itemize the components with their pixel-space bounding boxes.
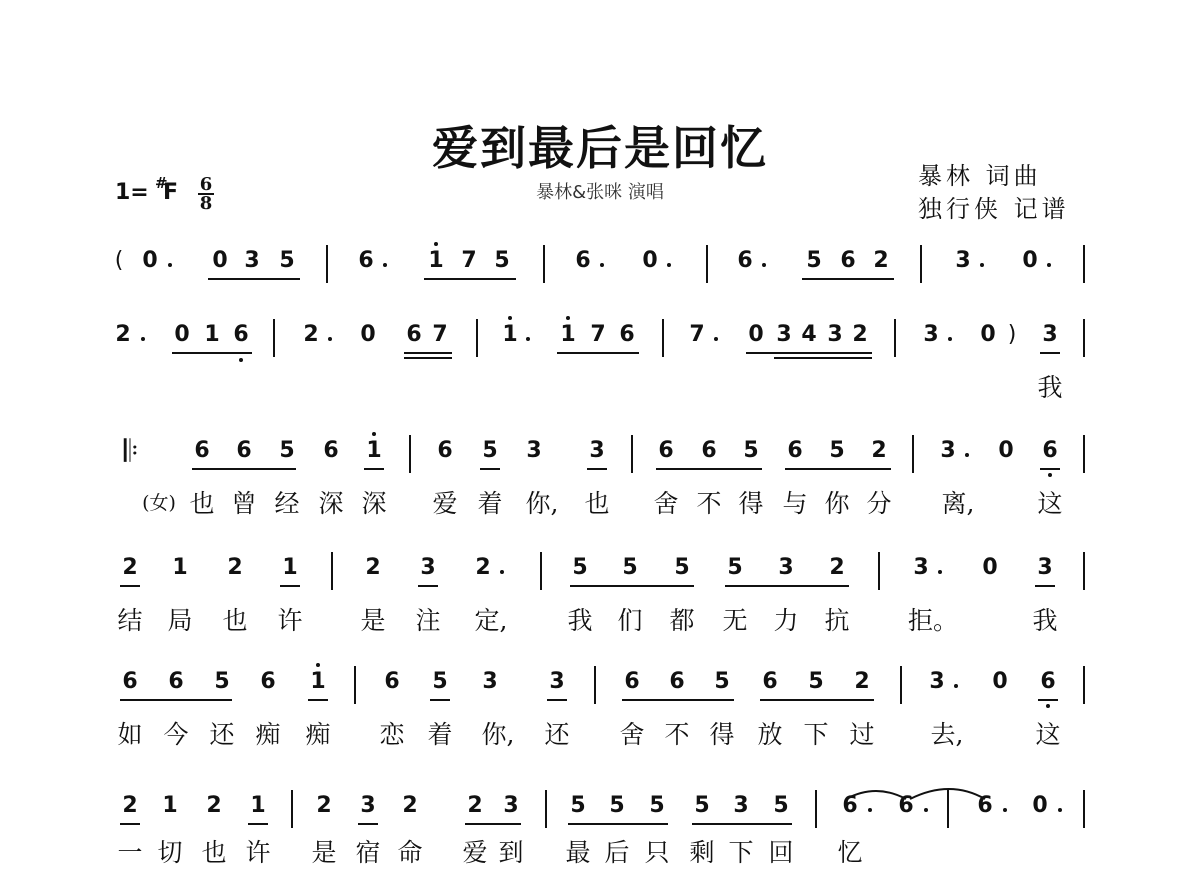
note: 2: [122, 555, 138, 580]
note: 5: [482, 438, 498, 463]
note: 0: [1032, 793, 1048, 818]
note: 1: [502, 322, 518, 347]
lyric-syllable: 到: [498, 838, 524, 867]
lyric-syllable: 都: [669, 606, 695, 635]
lyric-syllable: 我: [567, 606, 593, 635]
lyric-syllable: 许: [277, 606, 303, 635]
underline: [404, 352, 452, 354]
lyric-syllable: 今: [163, 720, 189, 749]
key-prefix: 1=: [115, 180, 149, 205]
lyric-syllable: 不: [664, 720, 690, 749]
underline: [208, 278, 300, 280]
lyric-syllable: 最: [565, 838, 591, 867]
underline: [725, 585, 849, 587]
note: 5: [694, 793, 710, 818]
barline: [912, 435, 914, 473]
underline: [692, 823, 792, 825]
underline: [430, 699, 450, 701]
underline: [465, 823, 521, 825]
lyric-syllable: 舍: [619, 720, 645, 749]
note: 3: [244, 248, 260, 273]
underline: [802, 278, 894, 280]
lyric-syllable: 抗: [824, 606, 850, 635]
lyric-syllable: 也: [222, 606, 248, 635]
lyric-syllable: 是: [311, 838, 337, 867]
note: 6: [384, 669, 400, 694]
note: 0: [360, 322, 376, 347]
note: 3: [360, 793, 376, 818]
augmentation-dot: [526, 337, 530, 341]
barline: [706, 245, 708, 283]
note: 5: [806, 248, 822, 273]
lyric-syllable: 爱: [462, 838, 488, 867]
lyric-syllable: 你,: [481, 720, 515, 749]
augmentation-dot: [948, 337, 952, 341]
underline: [192, 468, 296, 470]
barline: [476, 319, 478, 357]
note: 5: [494, 248, 510, 273]
barline: [543, 245, 545, 283]
note: 6: [323, 438, 339, 463]
note: 6: [1042, 438, 1058, 463]
note: 3: [526, 438, 542, 463]
note: 7: [590, 322, 606, 347]
lyric-syllable: 这: [1037, 489, 1063, 518]
low-octave-dot: [1048, 473, 1052, 477]
augmentation-dot: [1047, 263, 1051, 267]
augmentation-dot: [954, 684, 958, 688]
note: 6: [1040, 669, 1056, 694]
repeat-sign: 𝄆: [123, 434, 139, 469]
low-octave-dot: [1046, 704, 1050, 708]
lyric-syllable: 下: [728, 838, 754, 867]
lyric-syllable: 得: [738, 489, 764, 518]
underline: [760, 699, 874, 701]
lyric-syllable: 舍: [653, 489, 679, 518]
barline: [1083, 245, 1085, 283]
barline: [273, 319, 275, 357]
note: 5: [808, 669, 824, 694]
note: 2: [475, 555, 491, 580]
lyric-syllable: 们: [617, 606, 643, 635]
lyric-syllable: 拒。: [907, 606, 959, 635]
note: 6: [669, 669, 685, 694]
score-line-2: [0, 322, 1200, 412]
lyric-syllable: 局: [167, 606, 193, 635]
barline: [662, 319, 664, 357]
note: 2: [365, 555, 381, 580]
key-sharp: #: [155, 174, 168, 192]
underline: [248, 823, 268, 825]
note: 5: [714, 669, 730, 694]
note: 4: [801, 322, 817, 347]
note: 5: [674, 555, 690, 580]
lyric-syllable: 定,: [474, 606, 508, 635]
note: 5: [572, 555, 588, 580]
note: 2: [122, 793, 138, 818]
note: 5: [432, 669, 448, 694]
underline: [622, 699, 734, 701]
note: 5: [622, 555, 638, 580]
augmentation-dot: [938, 570, 942, 574]
underline: [424, 278, 516, 280]
note: 3: [420, 555, 436, 580]
note: 5: [649, 793, 665, 818]
credits: [918, 160, 1070, 226]
note: 3: [549, 669, 565, 694]
note: 5: [773, 793, 789, 818]
barline: [409, 435, 411, 473]
lyric-syllable: 结: [117, 606, 143, 635]
lyric-syllable: 分: [866, 489, 892, 518]
note: 1: [204, 322, 220, 347]
lyric-syllable: 深: [361, 489, 387, 518]
lyric-syllable: 切: [157, 838, 183, 867]
note: 2: [467, 793, 483, 818]
note: 6: [122, 669, 138, 694]
note: 6: [168, 669, 184, 694]
note: 3: [940, 438, 956, 463]
underline: [120, 585, 140, 587]
underline: [547, 699, 567, 701]
performer-credit: 暴林&张咪 演唱: [536, 182, 664, 203]
note: 7: [689, 322, 705, 347]
underline: [308, 699, 328, 701]
lyric-syllable: 注: [415, 606, 441, 635]
note: 2: [852, 322, 868, 347]
note: 1: [560, 322, 576, 347]
note: 7: [461, 248, 477, 273]
note: 2: [115, 322, 131, 347]
lyric-syllable: 离,: [941, 489, 975, 518]
note: 0: [998, 438, 1014, 463]
augmentation-dot: [600, 263, 604, 267]
lyrics-music-credit: 暴林 词曲: [918, 162, 1042, 190]
note: 1: [250, 793, 266, 818]
note: 3: [1042, 322, 1058, 347]
augmentation-dot: [762, 263, 766, 267]
note: 5: [279, 438, 295, 463]
underline: [364, 468, 384, 470]
underline: [172, 352, 252, 354]
note: 6: [842, 793, 858, 818]
note: 3: [955, 248, 971, 273]
note: 3: [827, 322, 843, 347]
augmentation-dot: [383, 263, 387, 267]
note: 6: [358, 248, 374, 273]
lyric-syllable: 还: [209, 720, 235, 749]
lyric-syllable: 着: [477, 489, 503, 518]
note: 3: [923, 322, 939, 347]
barline: [331, 552, 333, 590]
barline: [354, 666, 356, 704]
underline: [120, 823, 140, 825]
underline: [656, 468, 762, 470]
note: 6: [898, 793, 914, 818]
underline: [557, 352, 639, 354]
lyric-syllable: 回: [768, 838, 794, 867]
underline: [570, 585, 694, 587]
lyric-syllable: 着: [427, 720, 453, 749]
note: 1: [282, 555, 298, 580]
lyric-syllable: 也: [584, 489, 610, 518]
underline: [1038, 699, 1058, 701]
high-octave-dot: [372, 432, 376, 436]
note: 3: [589, 438, 605, 463]
barline: [326, 245, 328, 283]
barline: [878, 552, 880, 590]
underline: [280, 585, 300, 587]
barline: [1083, 666, 1085, 704]
note: 6: [575, 248, 591, 273]
note: 3: [776, 322, 792, 347]
note: 5: [570, 793, 586, 818]
underline: [404, 357, 452, 359]
lyric-syllable: 曾: [231, 489, 257, 518]
underline: [1040, 468, 1060, 470]
lyric-syllable: 得: [709, 720, 735, 749]
note: 2: [227, 555, 243, 580]
augmentation-dot: [714, 337, 718, 341]
lyric-syllable: 也: [201, 838, 227, 867]
lyric-syllable: 痴: [305, 720, 331, 749]
lyric-syllable: 下: [803, 720, 829, 749]
time-signature: [198, 176, 214, 212]
song-title: 爱到最后是回忆: [432, 121, 768, 175]
lyric-syllable: 你,: [525, 489, 559, 518]
note: 6: [787, 438, 803, 463]
lyric-syllable: 忆: [837, 838, 863, 867]
note: 5: [743, 438, 759, 463]
underline: [568, 823, 668, 825]
note: 1: [172, 555, 188, 580]
note: 2: [854, 669, 870, 694]
lyric-syllable: 还: [544, 720, 570, 749]
score-line-6: [0, 793, 1200, 867]
augmentation-dot: [141, 337, 145, 341]
lyric-syllable: 剩: [689, 838, 715, 867]
note: 6: [194, 438, 210, 463]
augmentation-dot: [980, 263, 984, 267]
high-octave-dot: [316, 663, 320, 667]
lyric-syllable: 如: [117, 720, 143, 749]
note: 5: [727, 555, 743, 580]
high-octave-dot: [508, 316, 512, 320]
barline: [920, 245, 922, 283]
lyric-syllable: 恋: [379, 720, 405, 749]
note: 3: [913, 555, 929, 580]
note: 5: [279, 248, 295, 273]
lyric-syllable: 放: [757, 720, 783, 749]
augmentation-dot: [965, 453, 969, 457]
barline: [1083, 319, 1085, 357]
note: 1: [310, 669, 326, 694]
note: 5: [214, 669, 230, 694]
barline: [1083, 435, 1085, 473]
high-octave-dot: [434, 242, 438, 246]
note: 5: [609, 793, 625, 818]
note: 0: [982, 555, 998, 580]
note: 2: [871, 438, 887, 463]
note: 2: [873, 248, 889, 273]
close-paren: ): [1007, 322, 1017, 347]
underline: [774, 357, 872, 359]
note: 2: [206, 793, 222, 818]
key-signature: [115, 174, 179, 205]
lyric-syllable: 无: [722, 606, 748, 635]
note: 0: [642, 248, 658, 273]
note: 2: [829, 555, 845, 580]
note: 6: [977, 793, 993, 818]
barline: [1083, 552, 1085, 590]
lyric-syllable: 这: [1035, 720, 1061, 749]
lyric-syllable: 我: [1032, 606, 1058, 635]
note: 0: [748, 322, 764, 347]
score-line-4: [0, 555, 1200, 645]
note: 2: [402, 793, 418, 818]
note: 1: [366, 438, 382, 463]
low-octave-dot: [239, 358, 243, 362]
lyric-syllable: 命: [397, 838, 423, 867]
note: 0: [142, 248, 158, 273]
underline: [746, 352, 872, 354]
lyric-syllable: 后: [604, 838, 630, 867]
note: 6: [762, 669, 778, 694]
lyric-syllable: 痴: [255, 720, 281, 749]
note: 6: [437, 438, 453, 463]
note: 6: [624, 669, 640, 694]
underline: [480, 468, 500, 470]
note: 1: [162, 793, 178, 818]
note: 0: [980, 322, 996, 347]
note: 0: [212, 248, 228, 273]
underline: [120, 699, 232, 701]
augmentation-dot: [168, 263, 172, 267]
note: 0: [992, 669, 1008, 694]
note: 3: [733, 793, 749, 818]
lyric-syllable: 许: [245, 838, 271, 867]
key-letter: F: [163, 180, 179, 205]
underline: [785, 468, 891, 470]
note: 6: [619, 322, 635, 347]
note: 3: [503, 793, 519, 818]
note: 6: [260, 669, 276, 694]
time-numerator: 6: [199, 174, 213, 195]
note: 3: [778, 555, 794, 580]
note: 6: [737, 248, 753, 273]
note: 6: [658, 438, 674, 463]
note: 7: [432, 322, 448, 347]
score-line-3: [0, 434, 1200, 528]
transcriber-credit: 独行侠 记谱: [918, 195, 1070, 223]
underline: [358, 823, 378, 825]
lyric-syllable: 宿: [355, 838, 381, 867]
note: 6: [233, 322, 249, 347]
augmentation-dot: [328, 337, 332, 341]
open-paren: (: [114, 248, 124, 273]
lyric-syllable: 也: [189, 489, 215, 518]
barline: [631, 435, 633, 473]
lyric-syllable: 是: [360, 606, 386, 635]
score-line-5: [0, 669, 1200, 759]
barline: [900, 666, 902, 704]
note: 1: [428, 248, 444, 273]
note: 3: [482, 669, 498, 694]
note: 6: [236, 438, 252, 463]
barline: [594, 666, 596, 704]
augmentation-dot: [667, 263, 671, 267]
note: 6: [840, 248, 856, 273]
lyric-syllable: 不: [696, 489, 722, 518]
underline: [587, 468, 607, 470]
underline: [418, 585, 438, 587]
lyric-syllable: 深: [318, 489, 344, 518]
lyric-syllable: 只: [644, 838, 670, 867]
lyric-syllable: 爱: [432, 489, 458, 518]
note: 5: [829, 438, 845, 463]
time-denominator: 8: [199, 193, 213, 214]
lyric-syllable: 与: [782, 489, 808, 518]
underline: [1040, 352, 1060, 354]
underline: [1035, 585, 1055, 587]
augmentation-dot: [500, 570, 504, 574]
note: 3: [929, 669, 945, 694]
barline: [894, 319, 896, 357]
lyric-syllable: 去,: [930, 720, 964, 749]
singer-marker: (女): [142, 492, 176, 514]
barline: [540, 552, 542, 590]
note: 6: [406, 322, 422, 347]
note: 0: [174, 322, 190, 347]
lyric-syllable: 你: [824, 489, 850, 518]
high-octave-dot: [566, 316, 570, 320]
lyric-syllable: 一: [117, 838, 143, 867]
lyric-syllable: 过: [849, 720, 875, 749]
lyric-syllable: 力: [773, 606, 799, 635]
note: 2: [303, 322, 319, 347]
note: 0: [1022, 248, 1038, 273]
tie-slur: [0, 793, 1200, 823]
lyric-syllable: 经: [274, 489, 300, 518]
note: 2: [316, 793, 332, 818]
lyric-syllable: 我: [1037, 373, 1063, 402]
note: 3: [1037, 555, 1053, 580]
note: 6: [701, 438, 717, 463]
